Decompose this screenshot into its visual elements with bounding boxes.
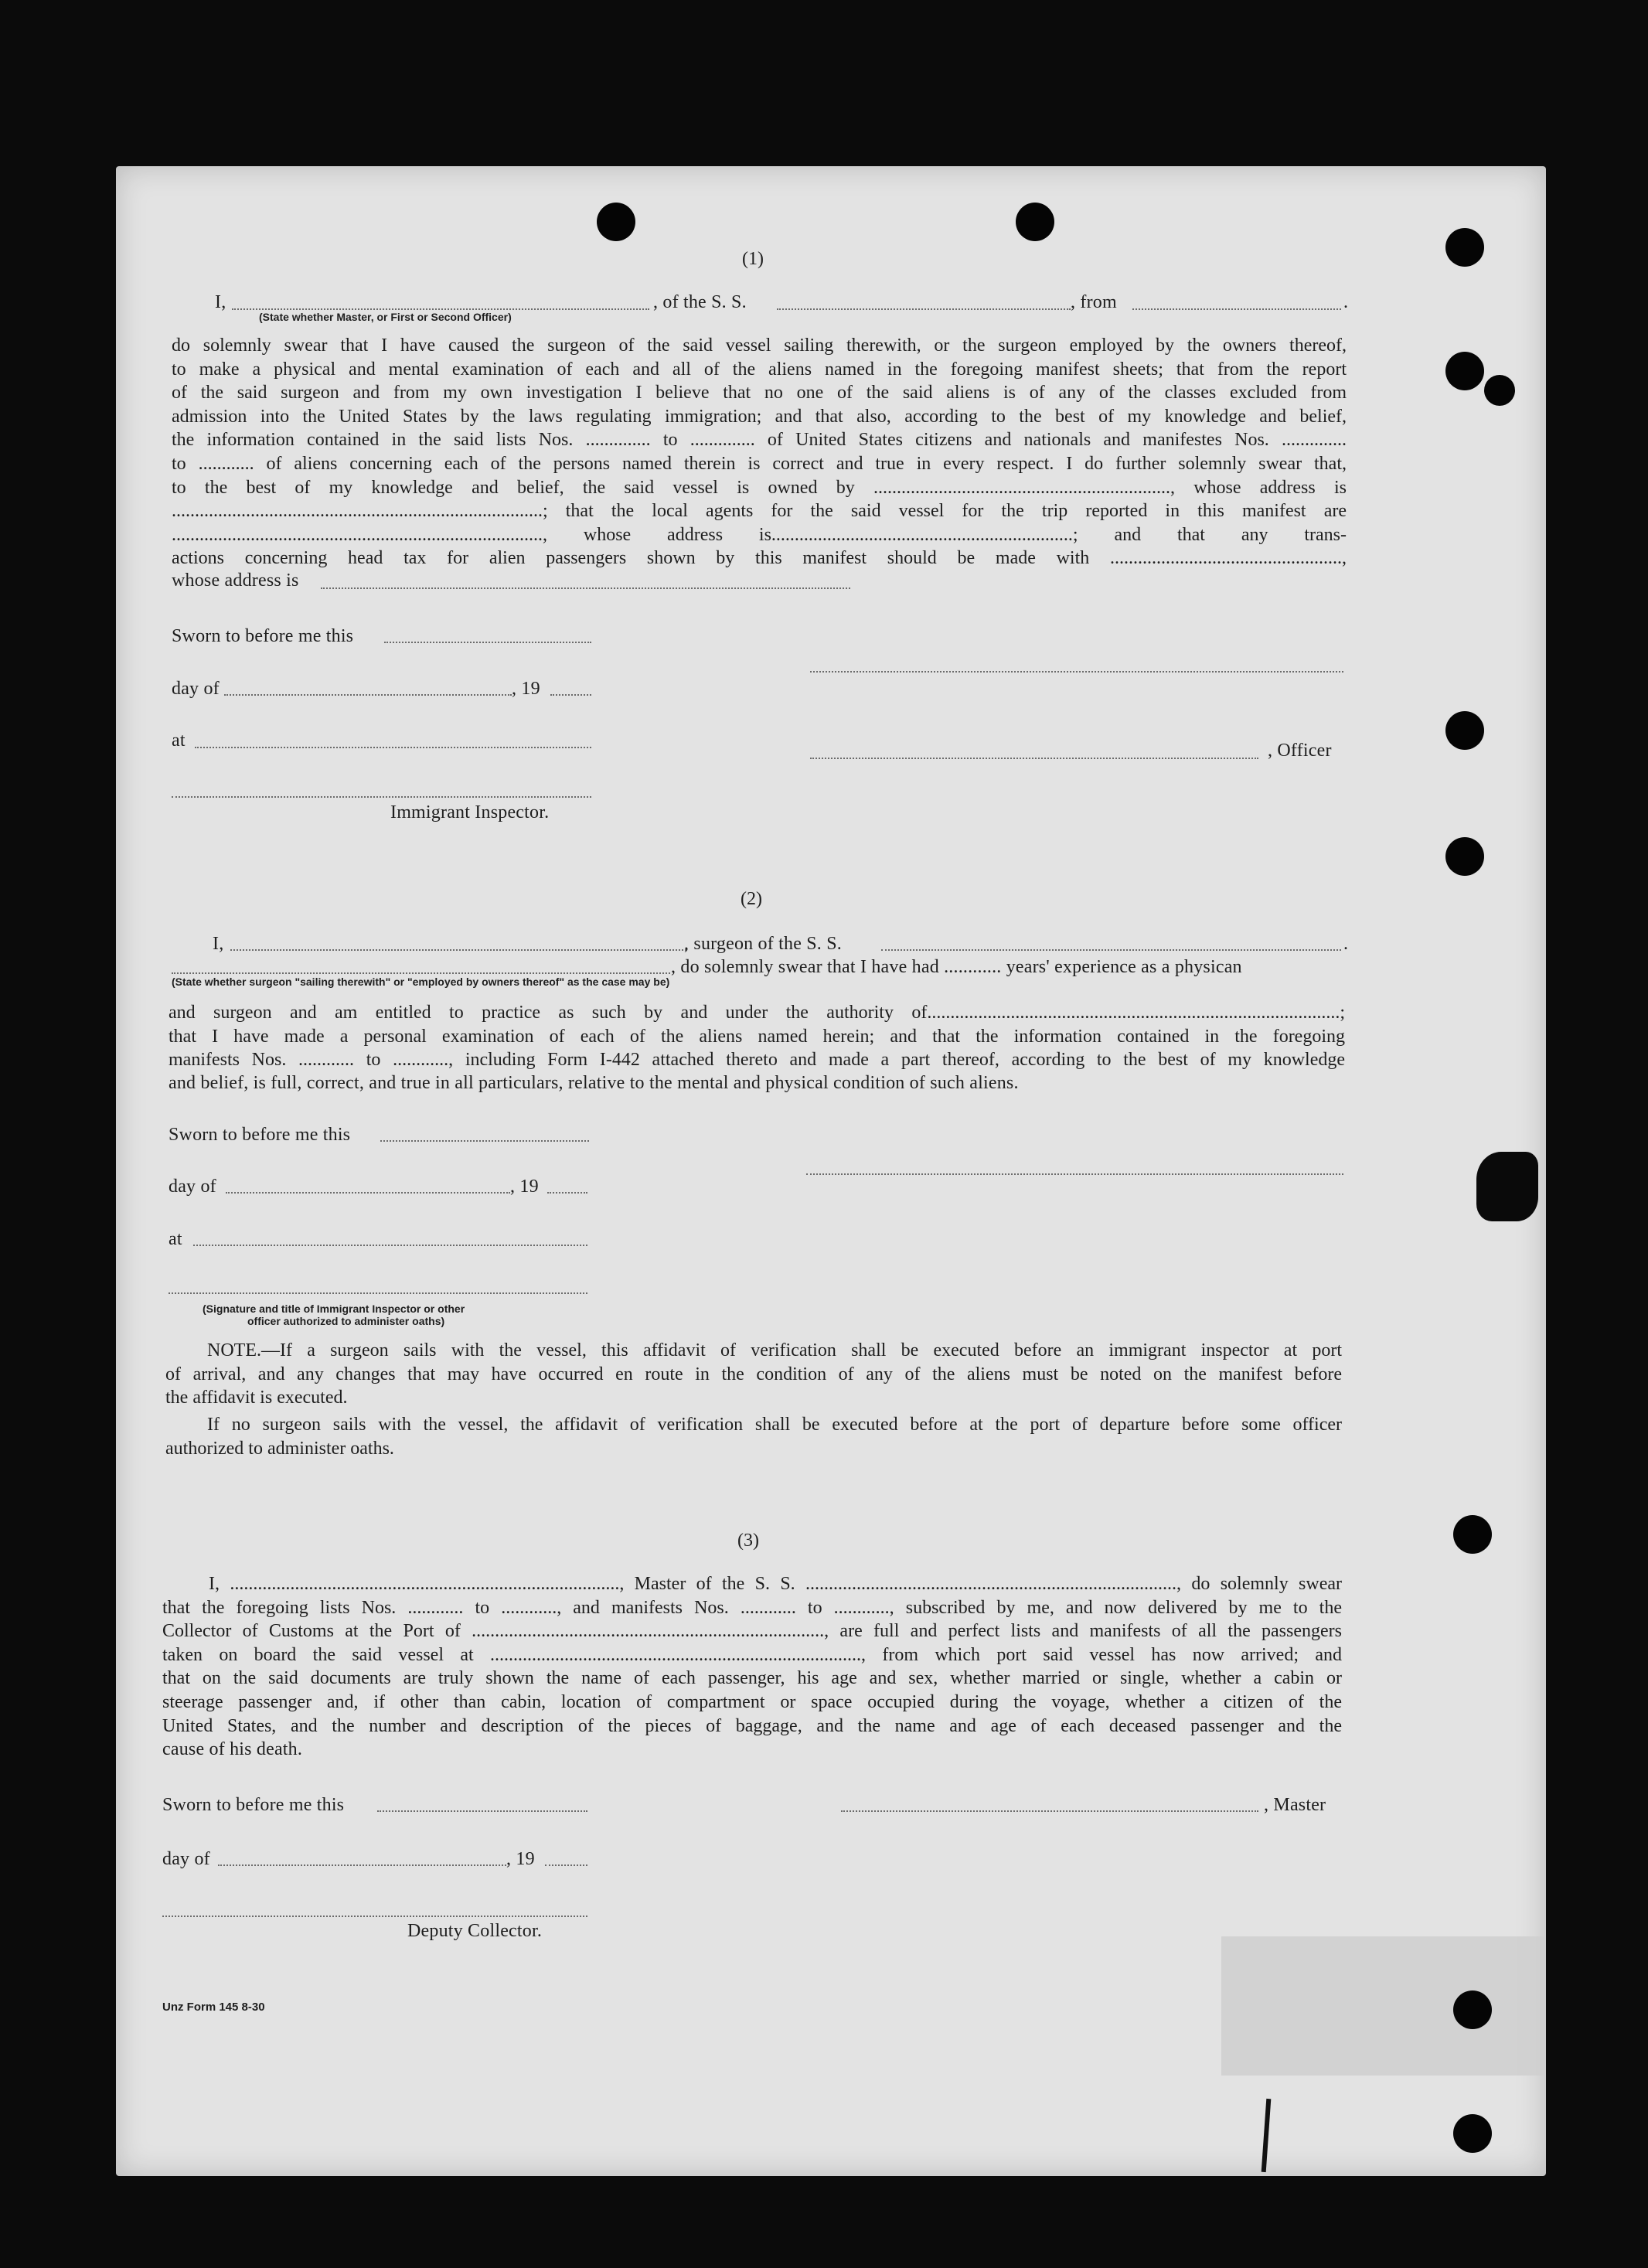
surgeon-vessel-line[interactable] <box>881 949 1341 951</box>
deputy-signature-line[interactable] <box>162 1916 587 1917</box>
text-line: of arrival, and any changes that may have occurred en route in the condition of any of the aliens must be noted on the manifest before <box>165 1364 1342 1384</box>
section-1-oath-text <box>172 334 1347 570</box>
day-of-line-3[interactable] <box>218 1864 506 1866</box>
sworn-date-line[interactable] <box>384 642 591 643</box>
section-2-oath-text <box>169 1001 1345 1072</box>
section-2-line-end: . <box>1343 934 1349 954</box>
text-line: that the foregoing lists Nos. ............ to ............, and manifests Nos. ............ to ............, subscribed by me, and now delivered by me to the <box>162 1597 1342 1618</box>
vessel-name-line[interactable] <box>777 308 1071 310</box>
text-line: to the best of my knowledge and belief, the said vessel is owned by ................................................................, whose address is <box>172 477 1347 498</box>
section-1-i: I, <box>215 292 226 312</box>
section-1-inspector: Immigrant Inspector. <box>390 802 550 822</box>
form-number: Unz Form 145 8-30 <box>162 2001 265 2014</box>
text-line: manifests Nos. ............ to ............, including Form I-442 attached thereto and made a part thereof, according to the best of my knowledge <box>169 1050 1345 1071</box>
section-3-master: , Master <box>1264 1795 1326 1815</box>
text-line: and surgeon and am entitled to practice as such by and under the authority of.........................................................................................; <box>169 1003 1345 1023</box>
note-paragraph-2 <box>165 1413 1342 1460</box>
section-3-year: , 19 <box>506 1849 535 1869</box>
text-line: I, ...................................................................................., Master of the S. S. ................................................................................, do solemnly swear <box>209 1574 1342 1594</box>
inspector-signature-line-2[interactable] <box>169 1292 587 1294</box>
sworn-date-line-3[interactable] <box>377 1810 587 1812</box>
section-1-from: , from <box>1071 292 1117 312</box>
year-line-2[interactable] <box>547 1192 587 1194</box>
year-line[interactable] <box>550 694 591 696</box>
text-line: that on the said documents are truly shown the name of each passenger, his age and sex, whether married or single, whether a cabin or <box>162 1668 1342 1689</box>
text-line: United States, and the number and description of the pieces of baggage, and the name and age of each deceased passenger and the <box>162 1715 1342 1736</box>
note-paragraph-1 <box>165 1339 1342 1410</box>
text-line: ................................................................................, whose address is.................................................................; and that any trans- <box>172 524 1347 545</box>
section-3-sworn: Sworn to before me this <box>162 1795 345 1815</box>
text-line: authorized to administer oaths. <box>165 1438 394 1459</box>
text-line: of the said surgeon and from my own investigation I believe that no one of the said aliens is of any of the classes excluded from <box>172 383 1347 404</box>
text-line: NOTE.—If a surgeon sails with the vessel, this affidavit of verification shall be executed before an immigrant inspector at port <box>207 1340 1342 1360</box>
text-line: If no surgeon sails with the vessel, the affidavit of verification shall be executed before at the port of departure before some officer <box>207 1415 1342 1435</box>
sworn-date-line-2[interactable] <box>380 1140 589 1142</box>
from-port-line[interactable] <box>1132 308 1341 310</box>
inspector-signature-line[interactable] <box>172 796 591 798</box>
section-1-number: (1) <box>742 249 764 269</box>
section-2-number: (2) <box>741 889 762 909</box>
punch-hole <box>1453 1990 1492 2029</box>
section-2-at: at <box>169 1229 182 1249</box>
section-1-day-of: day of <box>172 679 220 699</box>
ink-blot <box>1476 1152 1538 1221</box>
text-line: actions concerning head tax for alien passengers shown by this manifest should be made with .................................................., <box>172 548 1347 569</box>
section-2-experience: , do solemnly swear that I have had ............ years' experience as a physican <box>671 957 1242 977</box>
text-line: ................................................................................; that the local agents for the said vessel for the trip reported in this manifest are <box>172 501 1347 522</box>
surgeon-status-line[interactable] <box>172 972 670 974</box>
section-2-i: I, <box>213 934 224 954</box>
section-3-day-of: day of <box>162 1849 210 1869</box>
text-line: to make a physical and mental examination of each and all of the aliens named in the foregoing manifest sheets; that from the report <box>172 359 1347 380</box>
section-3-number: (3) <box>737 1531 759 1551</box>
punch-hole <box>1445 711 1484 750</box>
punch-hole <box>1453 1515 1492 1554</box>
text-line: Collector of Customs at the Port of ............................................................................, are full and perfect lists and manifests of all the passengers <box>162 1621 1342 1642</box>
punch-hole <box>1445 837 1484 876</box>
section-1-year: , 19 <box>512 679 540 699</box>
officer-name-line[interactable] <box>232 308 649 310</box>
section-1-at: at <box>172 730 186 751</box>
day-of-line[interactable] <box>224 694 512 696</box>
section-2-surgeon: , surgeon of the S. S. <box>684 934 842 954</box>
officer-signature-line-2[interactable] <box>810 758 1258 759</box>
year-line-3[interactable] <box>545 1864 587 1866</box>
punch-hole <box>1445 228 1484 267</box>
surgeon-name-line[interactable] <box>230 949 686 951</box>
text-line: taken on board the said vessel at ................................................................................, from which port said vessel has now arrived; and <box>162 1644 1342 1665</box>
officer-signature-line-1[interactable] <box>810 671 1343 673</box>
text-line: steerage passenger and, if other than cabin, location of compartment or space occupied during the voyage, whether a citizen of the <box>162 1691 1342 1712</box>
place-line[interactable] <box>195 747 591 748</box>
tape-patch <box>1221 1936 1546 2076</box>
text-line: admission into the United States by the laws regulating immigration; and that also, according to the best of my knowledge and belief, <box>172 406 1347 427</box>
section-2-sig-caption: officer authorized to administer oaths) <box>247 1315 445 1327</box>
day-of-line-2[interactable] <box>226 1192 510 1194</box>
place-line-2[interactable] <box>193 1245 587 1246</box>
text-line: do solemnly swear that I have caused the surgeon of the said vessel sailing therewith, or the surgeon employed by the owners thereof, <box>172 335 1347 356</box>
section-3-last-line: cause of his death. <box>162 1739 303 1759</box>
master-signature-line[interactable] <box>841 1810 1258 1812</box>
section-1-last-line: whose address is <box>172 570 299 591</box>
section-2-last-line: and belief, is full, correct, and true in all particulars, relative to the mental and physical condition of such aliens. <box>169 1073 1019 1093</box>
punch-hole <box>597 203 635 241</box>
section-1-line-end: . <box>1343 292 1349 312</box>
address-line[interactable] <box>321 587 850 589</box>
section-2-sworn: Sworn to before me this <box>169 1125 351 1145</box>
text-line: the affidavit is executed. <box>165 1388 348 1408</box>
section-1-caption: (State whether Master, or First or Second Officer) <box>259 311 512 323</box>
surgeon-signature-line[interactable] <box>806 1173 1343 1175</box>
section-2-year: , 19 <box>510 1177 539 1197</box>
punch-hole <box>1445 352 1484 390</box>
section-1-officer: , Officer <box>1268 741 1332 761</box>
text-line: that I have made a personal examination of each of the aliens named herein; and that the information contained in the foregoing <box>169 1026 1345 1047</box>
section-2-caption: (State whether surgeon "sailing therewith" or "employed by owners thereof" as the case may be) <box>172 976 670 988</box>
punch-hole <box>1484 375 1515 406</box>
section-1-of-ss: , of the S. S. <box>653 292 747 312</box>
punch-hole <box>1016 203 1054 241</box>
punch-hole <box>1453 2114 1492 2153</box>
section-3-deputy: Deputy Collector. <box>407 1921 543 1941</box>
section-1-sworn: Sworn to before me this <box>172 626 354 646</box>
text-line: the information contained in the said lists Nos. .............. to .............. of United States citizens and nationals and manifestes Nos. .............. <box>172 430 1347 451</box>
section-2-sig-caption: (Signature and title of Immigrant Inspector or other <box>203 1303 465 1315</box>
section-3-oath-text <box>162 1572 1342 1738</box>
section-2-day-of: day of <box>169 1177 216 1197</box>
text-line: to ............ of aliens concerning each of the persons named therein is correct and true in every respect. I do further solemnly swear that, <box>172 453 1347 474</box>
